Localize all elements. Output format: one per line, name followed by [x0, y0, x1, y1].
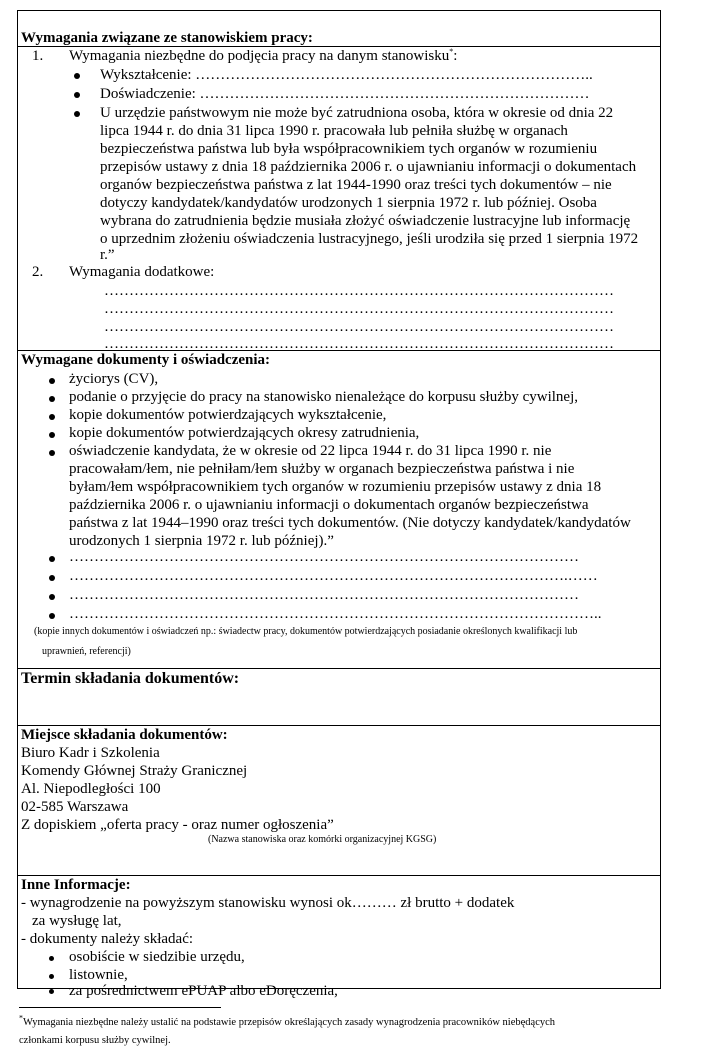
- dotted-line: …………………………………………………………………………………………: [69, 587, 579, 603]
- footnote-mark: *: [19, 1013, 23, 1023]
- dotted-line: …………………………………………………………………………………………: [104, 301, 614, 317]
- lustration-line: bezpieczeństwa państwa lub była współpracownikiem tych organów w rozumieniu: [100, 141, 598, 157]
- submission-method: listownie,: [69, 967, 128, 983]
- bullet-icon: [74, 111, 80, 117]
- dotted-line: ……………………………………………………………………………………………..: [69, 606, 602, 622]
- essential-requirements-text: Wymagania niezbędne do podjęcia pracy na danym stanowisku: [69, 48, 450, 64]
- requirements-section: [18, 11, 660, 350]
- dotted-line: …………………………………………………………………………………………: [104, 283, 614, 299]
- footnote: [19, 1013, 556, 1029]
- address-line: Komendy Głównej Straży Granicznej: [21, 763, 248, 779]
- submission-methods-label: - dokumenty należy składać:: [21, 931, 194, 947]
- bullet-icon: [74, 73, 80, 79]
- statement-line: oświadczenie kandydata, że w okresie od 22 lipca 1944 r. do 31 lipca 1990 r. nie: [69, 443, 552, 459]
- heading-divider: [18, 46, 660, 47]
- lustration-line: lipca 1944 r. do dnia 31 lipca 1990 r. pracowała lub pełniła służbę w organach: [100, 123, 568, 139]
- bullet-icon: [49, 450, 55, 456]
- document-item: kopie dokumentów potwierdzających wykształcenie,: [69, 407, 387, 423]
- bullet-icon: [49, 556, 55, 562]
- additional-requirements-label: Wymagania dodatkowe:: [69, 264, 215, 280]
- bullet-icon: [49, 989, 54, 994]
- address-line: Biuro Kadr i Szkolenia: [21, 745, 160, 761]
- statement-line: byłam/łem współpracownikiem tych organów w rozumieniu przepisów ustawy z dnia 18: [69, 479, 602, 495]
- requirements-heading: Wymagania związane ze stanowiskiem pracy:: [21, 30, 313, 46]
- documents-section: [18, 350, 660, 668]
- statement-line: października 2006 r. o ujawnianiu informacji o dokumentach organów bezpieczeństwa: [69, 497, 589, 513]
- statement-line: państwa z lat 1944–1990 oraz treści tych dokumentów. (Nie dotyczy kandydatek/kandydatów: [69, 515, 631, 531]
- bullet-icon: [49, 414, 55, 420]
- document-item: życiorys (CV),: [69, 371, 159, 387]
- essential-requirements-label: [69, 48, 457, 65]
- dotted-line: ……………………………………………………………………………………….……: [69, 568, 598, 584]
- lustration-line: r.”: [100, 247, 115, 263]
- deadline-section: [18, 668, 660, 725]
- address-line: Z dopiskiem „oferta pracy - oraz numer ogłoszenia”: [21, 817, 334, 833]
- lustration-line: wybrana do zatrudnienia będzie musiała złożyć oświadczenie lustracyjne lub informację: [100, 213, 631, 229]
- submission-method: za pośrednictwem ePUAP albo eDoręczenia,: [69, 983, 338, 999]
- bullet-icon: [74, 92, 80, 98]
- document-item: podanie o przyjęcie do pracy na stanowisko nienależące do korpusu służby cywilnej,: [69, 389, 578, 405]
- salary-line: - wynagrodzenie na powyższym stanowisku wynosi ok……… zł brutto + dodatek: [21, 895, 515, 911]
- footnote-rule: [19, 1007, 221, 1008]
- address-line: 02-585 Warszawa: [21, 799, 129, 815]
- essential-requirements-colon: :: [453, 48, 458, 64]
- education-field: Wykształcenie: ……………………………………………………………………..: [100, 67, 593, 83]
- documents-heading: Wymagane dokumenty i oświadczenia:: [21, 352, 271, 368]
- bullet-icon: [49, 378, 55, 384]
- submission-method: osobiście w siedzibie urzędu,: [69, 949, 245, 965]
- documents-note: uprawnień, referencji): [42, 646, 131, 657]
- bullet-icon: [49, 594, 55, 600]
- dotted-line: …………………………………………………………………………………………: [69, 549, 579, 565]
- lustration-line: przepisów ustawy z dnia 18 października 2006 r. o ujawnianiu informacji o dokumentach: [100, 159, 637, 175]
- dotted-line: …………………………………………………………………………………………: [104, 336, 614, 352]
- bullet-icon: [49, 432, 55, 438]
- bullet-icon: [49, 396, 55, 402]
- footnote-text: Wymagania niezbędne należy ustalić na podstawie przepisów określających zasady wynagrodzenia pracowników niebędących: [23, 1017, 556, 1028]
- document-item: kopie dokumentów potwierdzających okresy zatrudnienia,: [69, 425, 420, 441]
- item-number: 1.: [32, 48, 44, 64]
- statement-line: urodzonych 1 sierpnia 1972 r. lub później).”: [69, 533, 334, 549]
- submission-place-heading: Miejsce składania dokumentów:: [21, 727, 228, 743]
- lustration-line: organów bezpieczeństwa państwa z lat 1944-1990 oraz treści tych dokumentów – nie: [100, 177, 612, 193]
- lustration-line: U urzędzie państwowym nie może być zatrudniona osoba, która w okresie od dnia 22: [100, 105, 614, 121]
- experience-field: Doświadczenie: ……………………………………………………………………: [100, 86, 590, 102]
- salary-line: za wysługę lat,: [32, 913, 122, 929]
- bullet-icon: [49, 613, 55, 619]
- job-offer-table: [17, 10, 661, 999]
- item-number: 2.: [32, 264, 44, 280]
- bullet-icon: [49, 974, 54, 979]
- address-line: Al. Niepodległości 100: [21, 781, 161, 797]
- bullet-icon: [49, 575, 55, 581]
- bullet-icon: [49, 956, 54, 961]
- submission-place-section: [18, 725, 660, 875]
- lustration-line: o uprzednim złożeniu oświadczenia lustracyjnego, jeśli urodziła się przed 1 sierpnia 1972: [100, 231, 639, 247]
- documents-note: (kopie innych dokumentów i oświadczeń np.: świadectw pracy, dokumentów potwierdzających posiadanie określonych kwalifikacji lub: [34, 626, 578, 637]
- deadline-heading: Termin składania dokumentów:: [21, 670, 240, 687]
- dotted-line: …………………………………………………………………………………………: [104, 319, 614, 335]
- other-info-section: [18, 875, 660, 999]
- footnote-continuation: członkami korpusu służby cywilnej.: [19, 1035, 171, 1046]
- other-info-heading: Inne Informacje:: [21, 877, 131, 893]
- lustration-line: dotyczy kandydatek/kandydatów urodzonych 1 sierpnia 1972 r. lub później. Osoba: [100, 195, 597, 211]
- statement-line: pracowałam/łem, nie pełniłam/łem służby w organach bezpieczeństwa państwa i nie: [69, 461, 575, 477]
- submission-note: (Nazwa stanowiska oraz komórki organizacyjnej KGSG): [208, 834, 437, 845]
- footnote-ref: *: [449, 47, 454, 56]
